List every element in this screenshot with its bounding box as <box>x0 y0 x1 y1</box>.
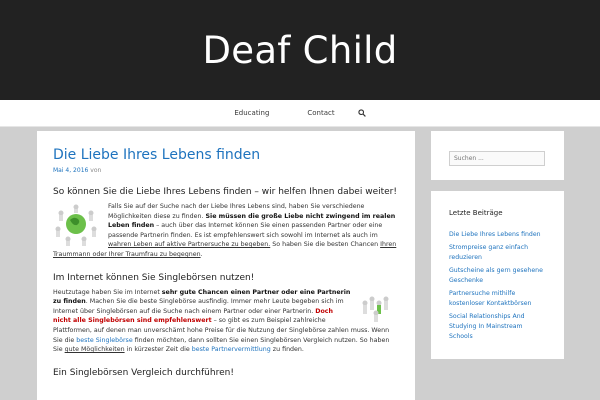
internet-paragraph <box>53 288 399 355</box>
post-title[interactable]: Die Liebe Ihres Lebens finden <box>53 147 261 163</box>
internet-text-bold: sehr gute Chancen einen Partner oder eine Partnerin zu finden <box>53 288 351 306</box>
link-beste-partnervermittlung[interactable]: beste Partnervermittlung <box>191 346 271 354</box>
site-header <box>0 0 600 100</box>
internet-text-a: Heutzutage haben Sie im Internet <box>53 288 162 296</box>
intro-text-bold: Sie müssen die große Liebe nicht zwingend im realen Leben finden <box>108 212 396 230</box>
link-gute-moeglichkeiten[interactable]: gute Möglichkeiten <box>64 346 125 354</box>
intro-text-e: . <box>200 250 203 258</box>
nav-item-educating[interactable]: Educating <box>234 109 270 117</box>
link-traummann[interactable]: Ihren Traummann oder Ihrer Traumfrau zu begegnen <box>53 241 397 258</box>
internet-heading: Im Internet können Sie Singlebörsen nutzen! <box>53 272 255 283</box>
internet-text-warning: Doch nicht alle Singlebörsen sind empfehlenswert <box>53 307 334 325</box>
vergleich-heading: Ein Singlebörsen Vergleich durchführen! <box>53 367 234 378</box>
search-icon[interactable] <box>358 109 366 117</box>
recent-posts-list <box>449 230 546 342</box>
main-area <box>0 127 600 400</box>
main-nav <box>0 100 600 127</box>
people-group-icon <box>359 294 393 322</box>
internet-text-c: . Machen Sie die beste Singlebörse ausfindig. Immer mehr Leute begeben sich im Internet über Singlebörsen auf die Suche nach einem Partner oder einer Partnerin. <box>53 298 344 315</box>
internet-text-e: finden möchten, dann sollten Sie einen Singlebörsen Vergleich nutzen. So haben Sie <box>53 336 390 354</box>
intro-paragraph <box>53 202 399 260</box>
internet-text-f: in kürzester Zeit die <box>124 346 192 354</box>
intro-text-d: So haben Sie die besten Chancen <box>270 241 381 249</box>
post-date[interactable]: Mai 4, 2016 <box>53 167 89 174</box>
post-article <box>37 131 415 400</box>
link-beste-singleboerse[interactable]: beste Singlebörse <box>76 336 133 344</box>
intro-text-c: – auch über das Internet können Sie einen passenden Partner oder eine passende Partnerin finden. Es ist empfehlenswert sich sowohl im Internet als auch im <box>108 222 383 239</box>
post-meta <box>53 167 399 174</box>
search-widget <box>431 131 564 180</box>
recent-post-link[interactable]: Social Relationships And Studying In Mainstream Schools <box>449 313 525 340</box>
recent-post-link[interactable]: Partnersuche mithilfe kostenloser Kontaktbörsen <box>449 290 532 307</box>
site-title[interactable]: Deaf Child <box>202 28 398 72</box>
recent-posts-title: Letzte Beiträge <box>449 209 503 217</box>
nav-item-contact[interactable]: Contact <box>307 109 335 117</box>
sidebar <box>431 131 564 359</box>
internet-text-d: – so gibt es zum Beispiel zahlreiche Plattformen, auf denen man unverschämt hohe Preise für die Nutzung der Singlebörse zahlen muss. Wenn Sie die <box>53 317 390 344</box>
recent-posts-widget <box>431 191 564 359</box>
intro-text-a: Falls Sie auf der Suche nach der Liebe Ihres Lebens sind, haben Sie verschiedene Möglichkeiten diese zu finden. <box>108 203 365 220</box>
link-wahren-leben[interactable]: wahren Leben auf aktive Partnersuche zu begeben. <box>108 241 271 249</box>
post-author-prefix: von <box>90 167 102 174</box>
recent-post-link[interactable]: Die Liebe Ihres Lebens finden <box>449 231 541 238</box>
globe-people-icon <box>53 204 100 246</box>
search-input[interactable] <box>449 151 545 166</box>
recent-post-link[interactable]: Gutscheine als gern gesehene Geschenke <box>449 267 543 284</box>
internet-text-g: zu finden. <box>270 346 304 354</box>
intro-heading: So können Sie die Liebe Ihres Lebens finden – wir helfen Ihnen dabei weiter! <box>53 187 397 197</box>
recent-post-link[interactable]: Strompreise ganz einfach reduzieren <box>449 244 529 261</box>
